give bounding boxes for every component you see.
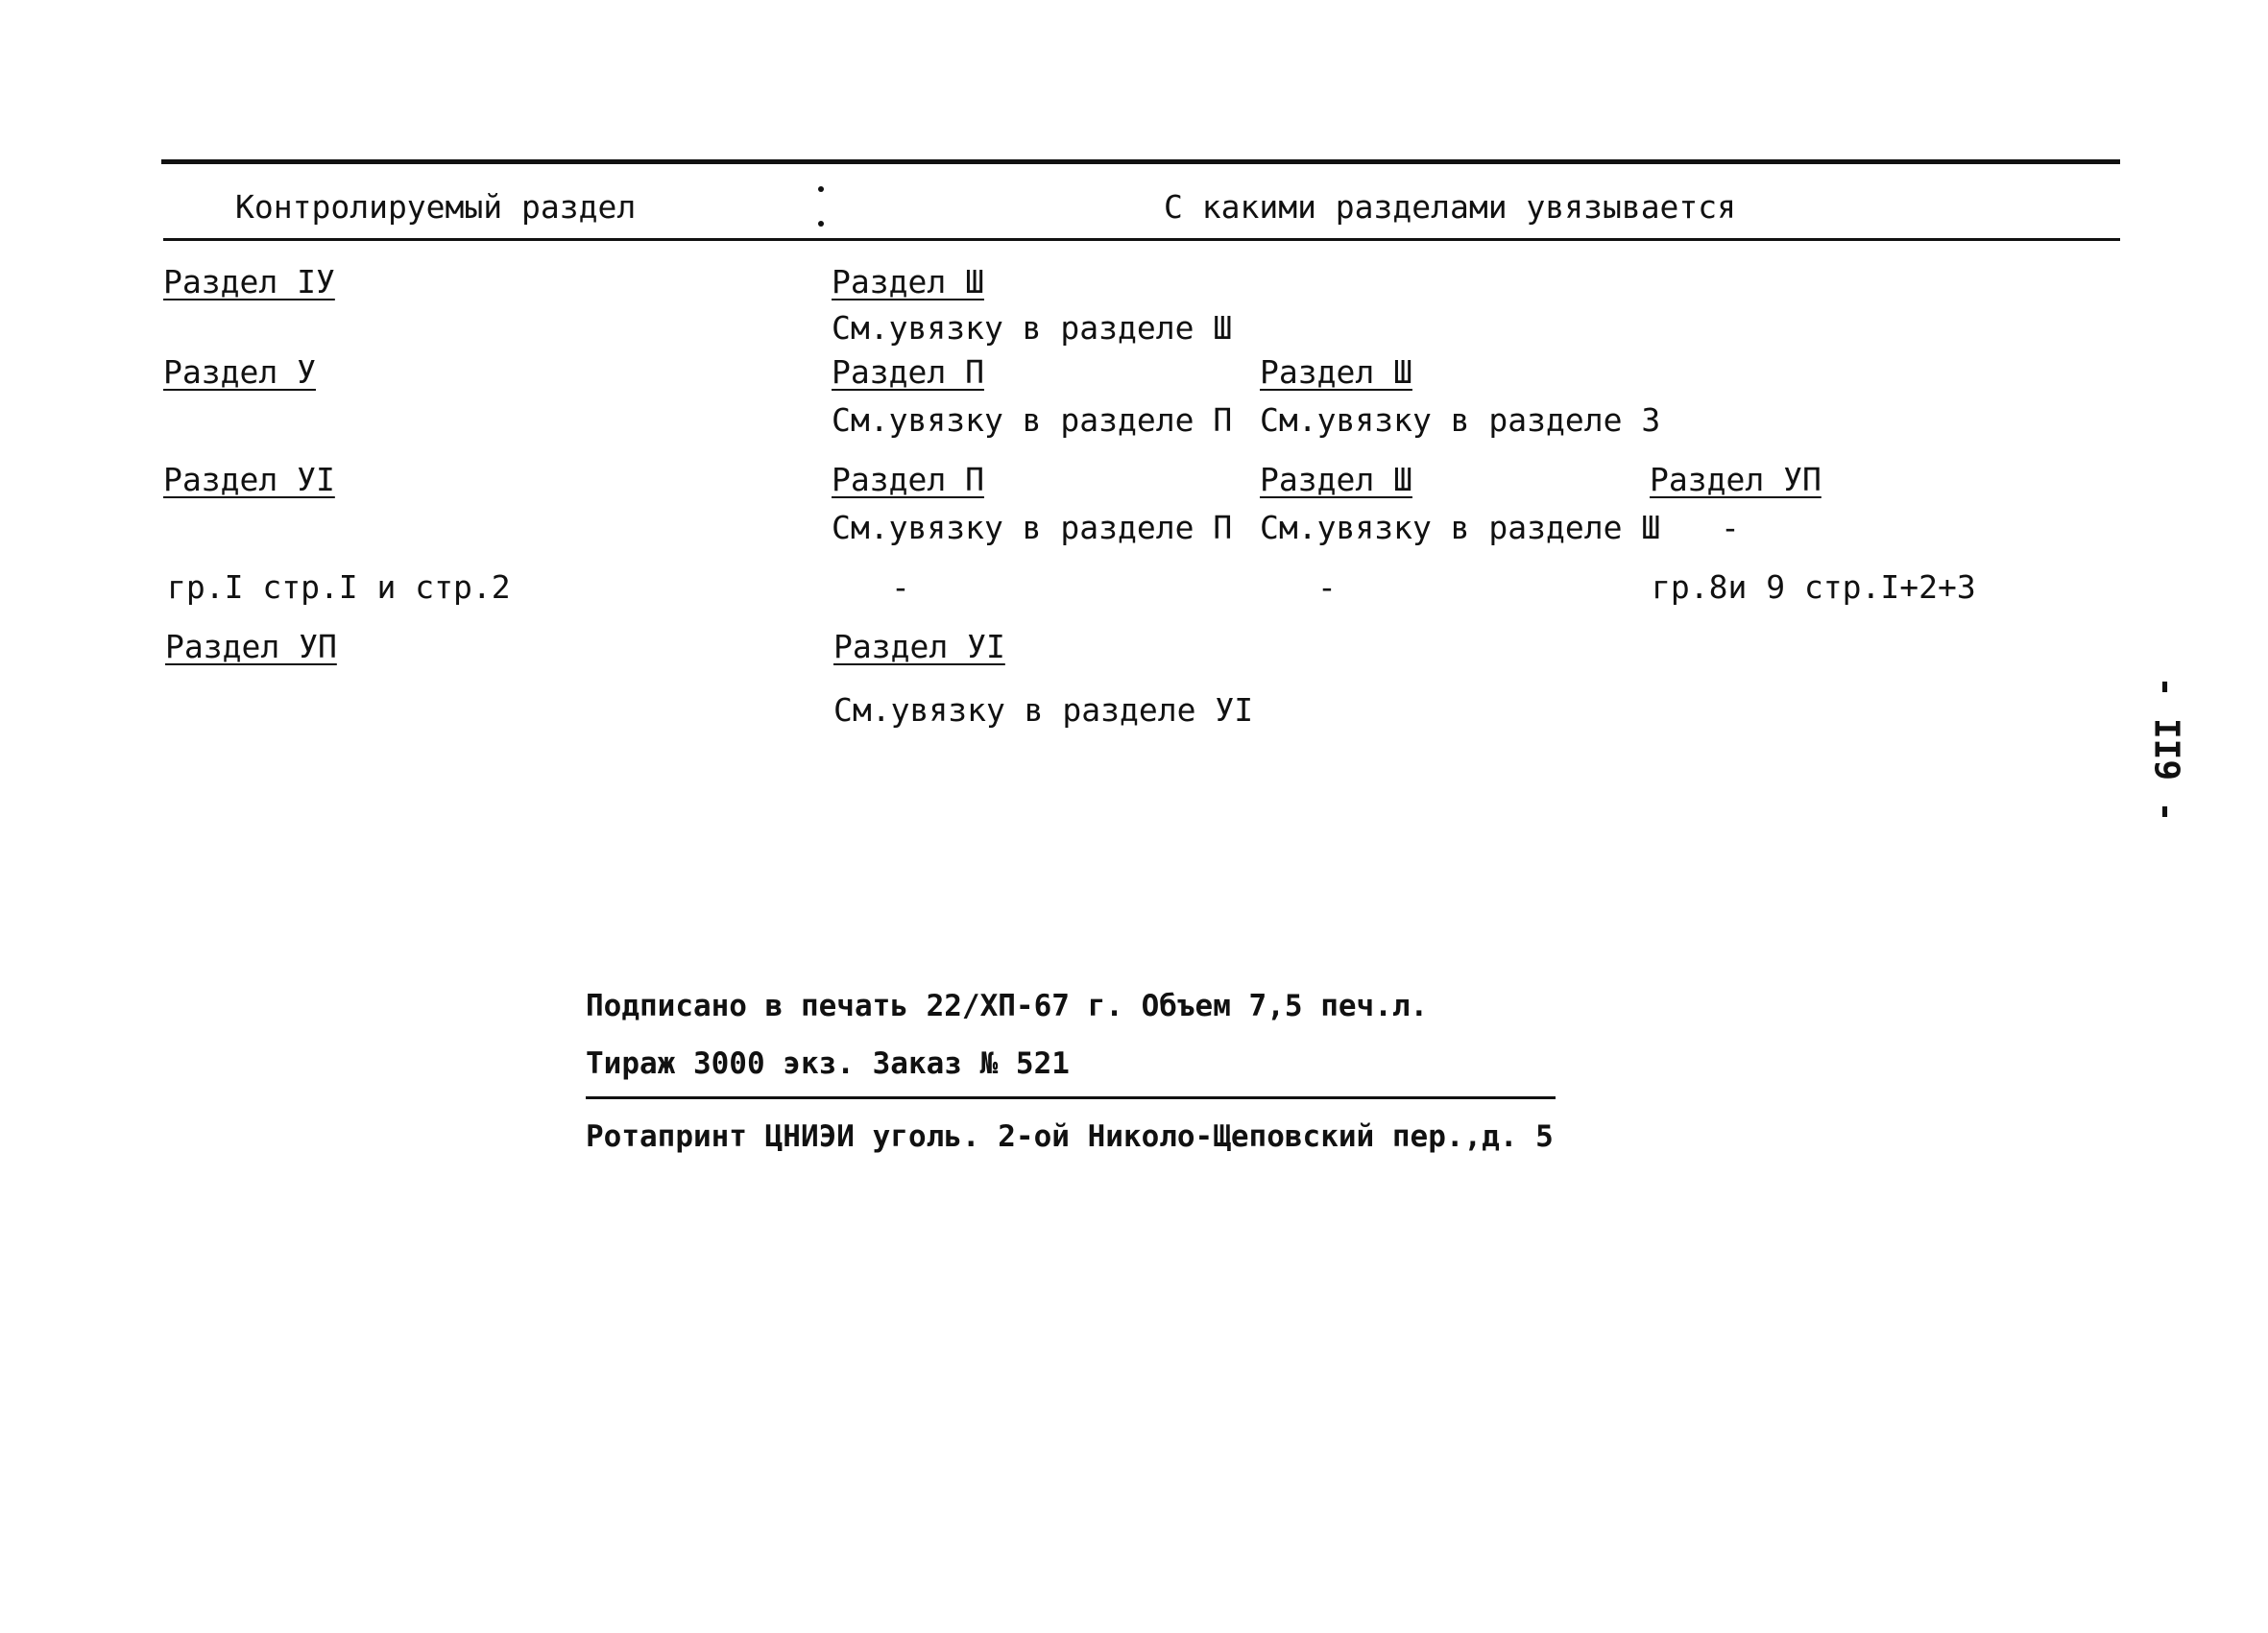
- page-number: - II9 -: [2146, 676, 2186, 823]
- row5-link1: Раздел УI: [833, 628, 1005, 665]
- table-top-rule: [161, 159, 2120, 164]
- row3-link1: Раздел П: [832, 461, 984, 498]
- row3-link2: Раздел Ш: [1260, 461, 1412, 498]
- row2-link2: Раздел Ш: [1260, 353, 1412, 391]
- imprint-line-3: Ротапринт ЦНИЭИ уголь. 2-ой Николо-Щеповский пер.,д. 5: [586, 1119, 1554, 1154]
- row3-see2: См.увязку в разделе Ш: [1260, 509, 1661, 546]
- row1-see1: См.увязку в разделе Ш: [832, 309, 1233, 347]
- header-separator-dot-top: [818, 186, 824, 192]
- imprint-line-2: Тираж 3000 экз. Заказ № 521: [586, 1046, 1070, 1081]
- header-bottom-rule: [163, 238, 2120, 241]
- row3-link3: Раздел УП: [1650, 461, 1822, 498]
- row-section-iv: Раздел IУ: [163, 263, 335, 300]
- imprint-divider: [586, 1096, 1556, 1099]
- header-controlled-section: Контролируемый раздел: [235, 188, 637, 226]
- header-linked-sections: С какими разделами увязывается: [1164, 188, 1737, 226]
- imprint-line-1: Подписано в печать 22/ХП-67 г. Объем 7,5 печ.л.: [586, 989, 1429, 1023]
- row-section-v: Раздел У: [163, 353, 316, 391]
- row2-see2: См.увязку в разделе 3: [1260, 401, 1661, 439]
- row5-see1: См.увязку в разделе УI: [833, 691, 1254, 729]
- row3-dash3: -: [1721, 509, 1740, 546]
- row-subsection: гр.I стр.I и стр.2: [167, 568, 511, 606]
- row-section-vi: Раздел УI: [163, 461, 335, 498]
- header-separator-dot-bottom: [818, 221, 824, 227]
- row4-dash1: -: [891, 568, 910, 606]
- row4-ref3: гр.8и 9 стр.I+2+3: [1652, 568, 1976, 606]
- row2-see1: См.увязку в разделе П: [832, 401, 1233, 439]
- row2-link1: Раздел П: [832, 353, 984, 391]
- row1-link1: Раздел Ш: [832, 263, 984, 300]
- row-section-vii: Раздел УП: [165, 628, 337, 665]
- row3-see1: См.увязку в разделе П: [832, 509, 1233, 546]
- row4-dash2: -: [1317, 568, 1337, 606]
